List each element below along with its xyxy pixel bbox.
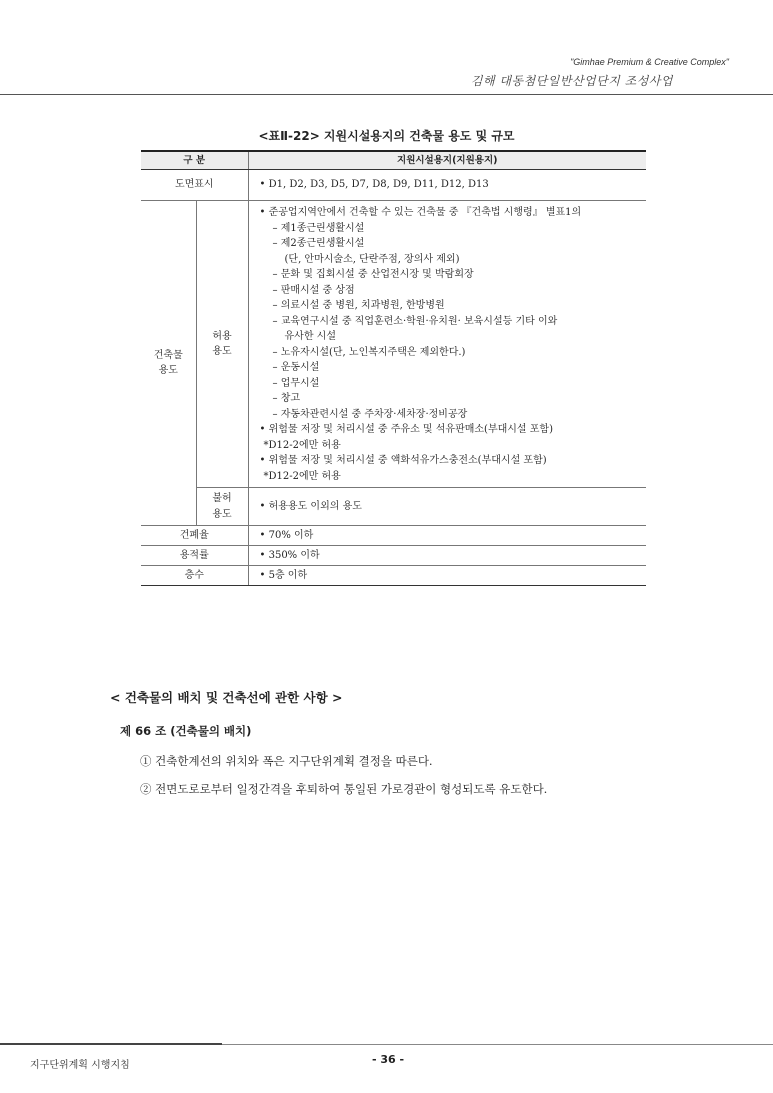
list-item: • 위험물 저장 및 처리시설 중 주유소 및 석유판매소(부대시설 포함): [259, 424, 553, 435]
row-label-coverage-ratio: 건폐율: [141, 526, 248, 546]
list-item: – 문화 및 집회시설 중 산업전시장 및 박람회장: [272, 269, 474, 280]
row-value-floor-area-ratio: • 350% 이하: [248, 546, 646, 566]
row-label-map-symbol: 도면표시: [141, 170, 248, 201]
list-item: – 제1종근린생활시설: [272, 222, 365, 234]
table-header-row: [141, 151, 646, 170]
list-item: – 운동시설: [272, 362, 320, 373]
list-item: *D12-2에만 허용: [263, 439, 341, 451]
footer-document-title: 지구단위계획 시행지침: [30, 1060, 130, 1071]
header-korean-title: 김해 대동첨단일반산업단지 조성사업: [470, 74, 673, 88]
list-item: • 준공업지역안에서 건축할 수 있는 건축물 중 『건축법 시행령』 별표1의: [259, 207, 582, 218]
article-item: ② 전면도로로부터 일정간격을 후퇴하여 통일된 가로경관이 형성되도록 유도한다.: [140, 782, 548, 796]
list-item: – 자동차관련시설 중 주차장·세차장·정비공장: [272, 408, 468, 420]
table-row: [141, 546, 646, 566]
header-rule: [0, 94, 773, 95]
table-row: [141, 566, 646, 586]
page-number: - 36 -: [372, 1053, 405, 1066]
list-item: 유사한 시설: [284, 331, 336, 342]
list-item: – 의료시설 중 병원, 치과병원, 한방병원: [272, 300, 445, 311]
land-use-table: [141, 150, 646, 586]
list-item: (단, 안마시술소, 단란주점, 장의사 제외): [284, 253, 460, 265]
section-heading: < 건축물의 배치 및 건축선에 관한 사항 >: [110, 690, 343, 705]
row-label-not-allowed-use: 불허 용도: [196, 488, 248, 526]
article-item: ① 건축한계선의 위치와 폭은 지구단위계획 결정을 따른다.: [140, 754, 433, 768]
row-label-floors: 층수: [141, 566, 248, 586]
table-caption: <표Ⅱ-22> 지원시설용지의 건축물 용도 및 규모: [258, 129, 515, 143]
row-value-not-allowed-use: • 허용용도 이외의 용도: [248, 488, 646, 526]
list-item: – 교육연구시설 중 직업훈련소·학원·유치원· 보육시설등 기타 이와: [272, 315, 558, 327]
table-row: [141, 170, 646, 201]
article-title: 제 66 조 (건축물의 배치): [120, 724, 252, 738]
footer-rule: [0, 1043, 222, 1045]
row-label-allowed-use: 허용 용도: [196, 201, 248, 488]
list-item: – 노유자시설(단, 노인복지주택은 제외한다.): [272, 346, 466, 358]
list-item: – 업무시설: [272, 377, 320, 389]
list-item: – 창고: [272, 393, 301, 404]
row-value-coverage-ratio: • 70% 이하: [248, 526, 646, 546]
allowed-use-list: [248, 201, 646, 488]
list-item: – 판매시설 중 상점: [272, 284, 355, 296]
row-value-floors: • 5층 이하: [248, 566, 646, 586]
row-value-map-symbol: • D1, D2, D3, D5, D7, D8, D9, D11, D12, D13: [248, 170, 646, 201]
column-header-category: 구 분: [141, 151, 248, 170]
table-row: [141, 201, 646, 488]
list-item: • 위험물 저장 및 처리시설 중 액화석유가스충전소(부대시설 포함): [259, 455, 547, 466]
list-item: *D12-2에만 허용: [263, 470, 341, 482]
header-english-title: "Gimhae Premium & Creative Complex": [570, 57, 729, 67]
column-header-support-land: 지원시설용지(지원용지): [248, 151, 646, 170]
table-row: [141, 526, 646, 546]
list-item: – 제2종근린생활시설: [272, 238, 365, 249]
footer-rule-thin: [222, 1044, 773, 1045]
row-label-floor-area-ratio: 용적률: [141, 546, 248, 566]
row-label-building-use: 건축물 용도: [141, 201, 196, 526]
table-row: [141, 488, 646, 526]
